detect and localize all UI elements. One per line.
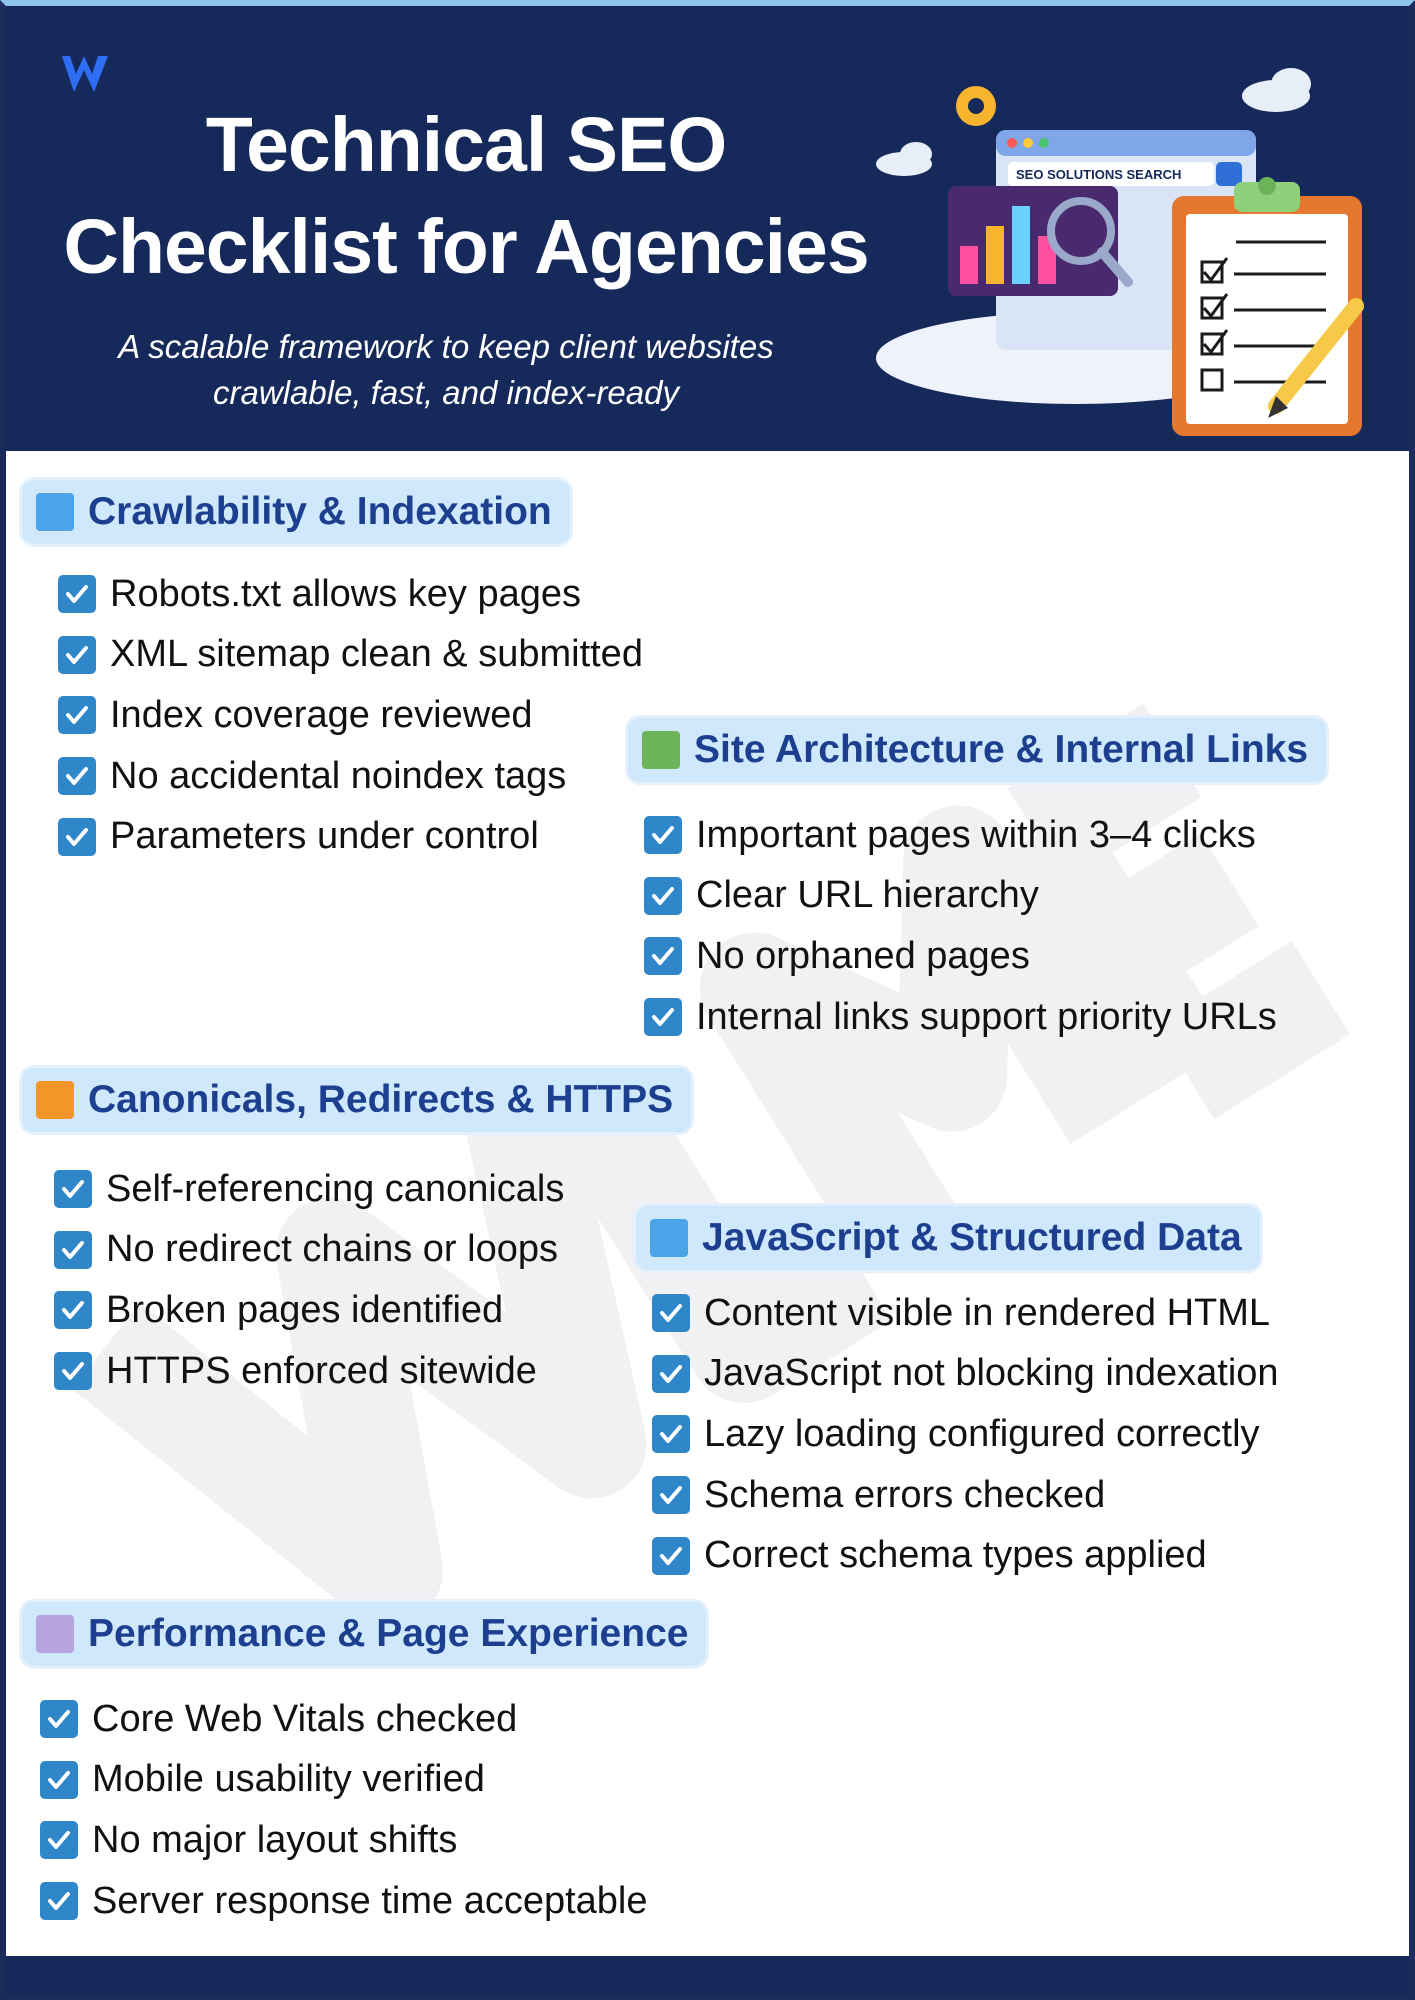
list-item [644,987,1277,1048]
checkbox-checked-icon [644,937,682,975]
list-item-label: Lazy loading configured correctly [704,1412,1260,1455]
list-item [54,1280,564,1341]
list-item-label: Clear URL hierarchy [696,874,1039,917]
checklist-javascript [652,1283,1279,1586]
list-item-label: JavaScript not blocking indexation [704,1352,1279,1395]
checkbox-checked-icon [58,575,96,613]
subtitle-line-1: A scalable framework to keep client websites [118,328,774,365]
list-item-label: Schema errors checked [704,1473,1106,1516]
list-item [40,1871,648,1932]
section-crawlability [22,480,570,544]
list-item [54,1220,564,1281]
illustration-search-text: SEO SOLUTIONS SEARCH [1016,167,1182,182]
list-item-label: Important pages within 3–4 clicks [696,813,1256,856]
section-heading-label: Canonicals, Redirects & HTTPS [88,1078,674,1121]
section-heading-site-architecture [628,718,1326,782]
list-item [58,806,643,867]
checkbox-checked-icon [54,1352,92,1390]
list-item [58,685,643,746]
checkbox-checked-icon [40,1882,78,1920]
analytics-panel-icon [948,186,1128,296]
checkbox-checked-icon [644,998,682,1036]
list-item-label: No accidental noindex tags [110,754,567,797]
header-banner [6,6,1409,451]
list-item [40,1689,648,1750]
list-item [652,1525,1279,1586]
section-canonicals [22,1068,691,1132]
orange-square-icon [36,1081,74,1119]
list-item [40,1810,648,1871]
footer-bar [6,1956,1409,1994]
list-item [58,564,643,625]
list-item-label: Broken pages identified [106,1288,504,1331]
section-heading-label: Performance & Page Experience [88,1612,689,1655]
list-item-label: XML sitemap clean & submitted [110,633,643,676]
list-item [644,926,1277,987]
section-heading-label: Crawlability & Indexation [88,490,552,533]
list-item [644,866,1277,927]
checkbox-checked-icon [40,1821,78,1859]
checkbox-checked-icon [58,636,96,674]
checklist-site-architecture [644,805,1277,1047]
list-item-label: Internal links support priority URLs [696,995,1277,1038]
checkbox-checked-icon [652,1415,690,1453]
list-item [54,1159,564,1220]
checkbox-checked-icon [58,757,96,795]
list-item [40,1750,648,1811]
title-line-2: Checklist for Agencies [63,204,869,290]
checkbox-checked-icon [54,1291,92,1329]
list-item-label: Core Web Vitals checked [92,1697,518,1740]
list-item-label: HTTPS enforced sitewide [106,1349,537,1392]
checkbox-checked-icon [652,1476,690,1514]
section-javascript [636,1206,1260,1270]
list-item [652,1344,1279,1405]
section-performance [22,1602,706,1666]
list-item-label: No major layout shifts [92,1818,458,1861]
list-item [58,746,643,807]
list-item-label: No redirect chains or loops [106,1228,558,1271]
list-item [652,1404,1279,1465]
section-heading-label: JavaScript & Structured Data [702,1216,1242,1259]
checklist-performance [40,1689,648,1931]
page-title [26,94,906,298]
checkbox-checked-icon [652,1537,690,1575]
section-site-architecture [628,718,1326,782]
brand-logo-icon [58,50,114,98]
list-item [58,625,643,686]
list-item [652,1465,1279,1526]
section-heading-label: Site Architecture & Internal Links [694,728,1309,771]
checkbox-checked-icon [54,1170,92,1208]
blue-square-icon [36,493,74,531]
list-item-label: No orphaned pages [696,934,1030,977]
list-item [644,805,1277,866]
list-item-label: Server response time acceptable [92,1879,648,1922]
checklist-canonicals [54,1159,564,1401]
list-item-label: Self-referencing canonicals [106,1167,565,1210]
gear-icon [956,86,996,126]
list-item-label: Content visible in rendered HTML [704,1291,1271,1334]
list-item-label: Parameters under control [110,815,539,858]
title-line-1: Technical SEO [205,102,727,188]
section-heading-canonicals [22,1068,691,1132]
checkbox-checked-icon [58,696,96,734]
checkbox-checked-icon [40,1761,78,1799]
purple-square-icon [36,1615,74,1653]
checkbox-checked-icon [644,816,682,854]
checklist-crawlability [58,564,643,867]
checkbox-checked-icon [652,1355,690,1393]
list-item [652,1283,1279,1344]
checkbox-checked-icon [54,1231,92,1269]
section-heading-javascript [636,1206,1260,1270]
checkbox-checked-icon [652,1294,690,1332]
list-item [54,1341,564,1402]
blue-square-icon [650,1219,688,1257]
checkbox-checked-icon [58,818,96,856]
clipboard-icon [1172,177,1362,436]
subtitle-line-2: crawlable, fast, and index-ready [213,374,679,411]
section-heading-crawlability [22,480,570,544]
seo-checklist-illustration [856,46,1376,446]
list-item-label: Index coverage reviewed [110,693,533,736]
checkbox-checked-icon [40,1700,78,1738]
list-item-label: Robots.txt allows key pages [110,572,582,615]
list-item-label: Mobile usability verified [92,1758,485,1801]
list-item-label: Correct schema types applied [704,1534,1207,1577]
page-subtitle [46,324,846,416]
section-heading-performance [22,1602,706,1666]
green-square-icon [642,731,680,769]
checkbox-checked-icon [644,877,682,915]
